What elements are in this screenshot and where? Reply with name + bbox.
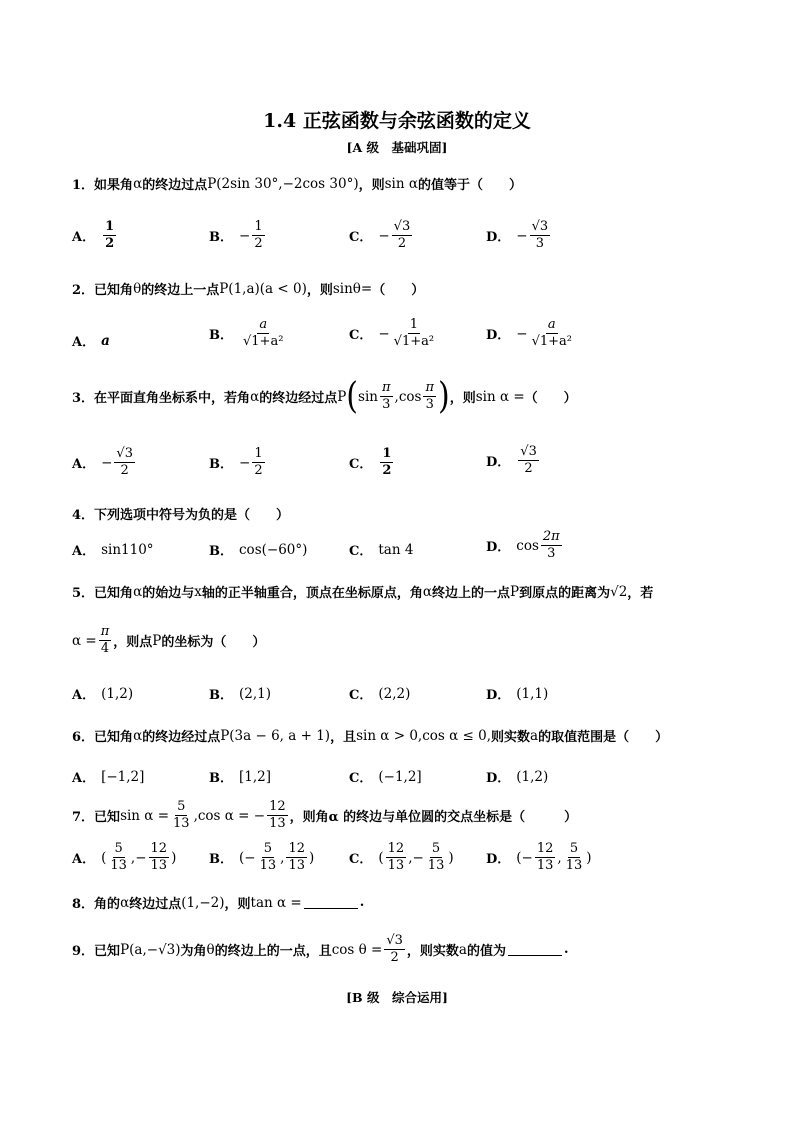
q2-option-d[interactable] <box>486 318 576 350</box>
q5-option-c[interactable] <box>349 684 410 703</box>
q3-option-d[interactable] <box>486 445 541 477</box>
question-4 <box>72 504 289 523</box>
q1-option-c[interactable] <box>349 220 414 252</box>
q7-option-a[interactable] <box>72 842 176 874</box>
q2-text: ，则 <box>306 283 333 298</box>
q1-option-a[interactable] <box>72 220 118 252</box>
option-label: D． <box>486 455 511 471</box>
q1-option-b[interactable] <box>209 220 267 252</box>
q9-text: 的终边上的一点，且 <box>214 944 332 960</box>
q4-number: 4． <box>72 508 95 523</box>
paren: ( <box>101 849 107 866</box>
q8-text: . <box>359 895 365 910</box>
paren: (− <box>239 849 256 866</box>
q4-option-a[interactable] <box>72 540 154 559</box>
option-label: B． <box>209 457 233 473</box>
paren: ( <box>378 849 384 866</box>
question-5 <box>72 582 653 601</box>
sin-fn: sin <box>358 388 378 405</box>
denominator: 13 <box>565 858 583 874</box>
fraction <box>258 842 279 874</box>
q1-number: 1． <box>72 178 95 193</box>
q8-number: 8． <box>72 897 95 912</box>
numerator: π <box>423 381 436 397</box>
q6-text: 已知角 <box>94 730 134 745</box>
option-label: A． <box>72 335 96 350</box>
q1-text: 的值等于（ ） <box>417 178 522 193</box>
q5-text: 的坐标为（ ） <box>161 635 266 651</box>
q5-text: 轴的正半轴重合，顶点在坐标原点，角 <box>201 586 423 601</box>
q2-option-a[interactable] <box>72 331 110 350</box>
x-symbol: x <box>194 583 202 600</box>
numerator: 1 <box>408 318 420 334</box>
question-1 <box>72 174 522 193</box>
q8-point-expr: (1,−2) <box>181 894 225 911</box>
q5-text: 到原点的距离为 <box>519 586 611 601</box>
q9-point-expr: P(a,−√3) <box>120 941 181 958</box>
numerator: 1 <box>103 220 116 236</box>
q5-option-d[interactable] <box>486 684 548 703</box>
numerator: 12 <box>149 842 170 858</box>
denominator: 13 <box>110 858 127 874</box>
option-label: C． <box>349 544 373 559</box>
q8-text: 终边过点 <box>129 897 182 912</box>
q5-number: 5． <box>72 586 95 601</box>
numerator: √3 <box>518 445 539 461</box>
q7-text: ，则角α 的终边与单位圆的交点坐标是（ ） <box>289 810 578 826</box>
q3-text: ，则 <box>449 391 476 407</box>
numerator: π <box>380 381 393 397</box>
q6-option-d[interactable] <box>486 767 548 786</box>
q3-option-b[interactable] <box>209 447 267 479</box>
question-7 <box>72 800 577 832</box>
fraction <box>530 220 551 252</box>
minus-sign: − <box>378 325 390 342</box>
option-label: C． <box>349 852 373 868</box>
option-label: B． <box>209 544 233 559</box>
q5-option-a[interactable] <box>72 684 133 703</box>
numerator: 12 <box>386 842 407 858</box>
sqrt2: √2 <box>610 583 628 600</box>
option-label: B． <box>209 328 233 344</box>
q1-sin-expr: sin α <box>384 175 418 192</box>
q4-option-b[interactable] <box>209 540 307 559</box>
paren: ) <box>171 849 177 866</box>
numerator: 5 <box>430 842 442 858</box>
denominator: 4 <box>100 641 110 657</box>
q3-number: 3． <box>72 391 95 407</box>
option-label: A． <box>72 771 96 786</box>
option-label: A． <box>72 852 96 868</box>
question-3 <box>72 375 577 418</box>
q7-option-c[interactable] <box>349 842 454 874</box>
q2-option-b[interactable] <box>209 318 287 350</box>
q6-option-c[interactable] <box>349 767 422 786</box>
q1-option-d[interactable] <box>486 220 552 252</box>
denominator: 3 <box>535 236 545 252</box>
denominator: 2 <box>254 463 263 479</box>
comma: , <box>557 849 562 866</box>
numerator: 12 <box>286 842 307 858</box>
q9-text: 为角 <box>180 944 207 960</box>
q1-text: 的终边过点 <box>142 178 208 193</box>
fraction <box>530 318 574 350</box>
q3-text: 的终边经过点 <box>259 391 338 407</box>
numerator: a <box>257 318 269 334</box>
numerator: 12 <box>535 842 556 858</box>
answer-blank[interactable] <box>508 943 562 956</box>
q5-text: ，则点 <box>113 635 153 651</box>
numerator: 1 <box>252 447 264 463</box>
option-label: A． <box>72 230 96 246</box>
denominator: 2 <box>120 463 129 479</box>
option-label: A． <box>72 688 96 703</box>
cos-fn: cos <box>398 388 422 405</box>
option-value: (−1,2] <box>378 768 422 785</box>
left-paren: ( <box>346 375 359 418</box>
denominator: 13 <box>269 816 286 832</box>
theta-symbol: θ <box>133 280 142 297</box>
q1-text: 如果角 <box>94 178 134 193</box>
q2-text: 的终边上一点 <box>141 283 220 298</box>
denominator: 3 <box>382 397 391 413</box>
option-value: (1,2) <box>516 768 549 785</box>
denominator: 13 <box>387 858 405 874</box>
q9-text: 已知 <box>94 944 121 960</box>
q2-sin-expr: sinθ= <box>332 280 373 297</box>
option-label: D． <box>486 852 511 868</box>
option-value: [1,2] <box>239 768 272 785</box>
minus-sign: − <box>239 454 251 471</box>
denominator: 2 <box>254 236 263 252</box>
q6-number: 6． <box>72 730 95 745</box>
q7-number: 7． <box>72 810 95 826</box>
q6-text: 的终边经过点 <box>142 730 221 745</box>
alpha-symbol: α <box>133 727 143 744</box>
option-label: B． <box>209 771 233 786</box>
q6-option-b[interactable] <box>209 767 271 786</box>
minus-sign: − <box>239 227 251 244</box>
q2-option-c[interactable] <box>349 318 438 350</box>
numerator: 5 <box>568 842 580 858</box>
comma: , <box>280 849 285 866</box>
denominator: 13 <box>150 858 168 874</box>
q4-text: 下列选项中符号为负的是（ ） <box>94 508 290 523</box>
paren: ) <box>308 849 315 866</box>
denominator: 3 <box>547 546 556 562</box>
option-value: (2,2) <box>378 685 411 702</box>
fraction <box>149 842 170 874</box>
sin-expr: sin α = <box>120 807 170 824</box>
denominator: √1+a² <box>243 334 284 350</box>
fraction <box>103 220 116 252</box>
fraction <box>380 447 393 479</box>
cos-fn: cos <box>516 537 539 554</box>
answer-blank[interactable] <box>304 896 358 909</box>
right-paren: ) <box>437 375 450 418</box>
fraction <box>380 381 393 413</box>
q1-point-expr: P(2sin 30°,−2cos 30°) <box>207 175 359 192</box>
denominator: 3 <box>425 397 434 413</box>
paren: ) <box>448 849 454 866</box>
question-6 <box>72 726 668 745</box>
option-label: C． <box>349 457 373 473</box>
option-value: [−1,2] <box>101 768 145 785</box>
option-value: (1,1) <box>516 685 549 702</box>
denominator: 2 <box>390 950 399 966</box>
comma: , <box>394 388 399 405</box>
fraction <box>252 220 264 252</box>
denominator: √1+a² <box>393 334 435 350</box>
denominator: 13 <box>427 858 445 874</box>
denominator: 13 <box>536 858 554 874</box>
q5-text: 已知角 <box>94 586 134 601</box>
q2-point-expr: P(1,a)(a < 0) <box>219 280 307 297</box>
option-label: C． <box>349 688 373 703</box>
q8-tan-expr: tan α = <box>250 894 302 911</box>
numerator: √3 <box>114 447 135 463</box>
q1-text: ，则 <box>358 178 385 193</box>
q7-text: 已知 <box>94 810 121 826</box>
numerator: π <box>99 625 112 641</box>
question-5-line2 <box>72 625 265 657</box>
numerator: 12 <box>267 800 288 816</box>
paren: (− <box>516 849 533 866</box>
q2-number: 2． <box>72 283 95 298</box>
denominator: 13 <box>288 858 305 874</box>
fraction <box>108 842 129 874</box>
alpha-symbol: α <box>250 388 260 405</box>
fraction <box>392 318 436 350</box>
numerator: √3 <box>530 220 551 236</box>
question-2 <box>72 279 424 298</box>
option-label: B． <box>209 230 233 246</box>
q8-text: ，则 <box>224 897 251 912</box>
fraction <box>426 842 447 874</box>
option-value: cos(−60°) <box>239 541 308 558</box>
fraction <box>535 842 556 874</box>
fraction <box>241 318 285 350</box>
q9-number: 9． <box>72 944 95 960</box>
denominator: 2 <box>105 236 115 252</box>
q7-option-d[interactable] <box>486 842 592 874</box>
q6-point-expr: P(3a − 6, a + 1) <box>220 727 331 744</box>
q3-text: （ ） <box>524 391 577 407</box>
alpha-symbol: α <box>133 175 143 192</box>
comma: ,− <box>408 849 424 866</box>
cos-expr: ,cos α = − <box>193 807 266 824</box>
fraction <box>423 381 436 413</box>
q9-text: . <box>564 942 569 958</box>
numerator: a <box>546 318 558 334</box>
option-label: B． <box>209 852 233 868</box>
q2-text: （ ） <box>372 283 425 298</box>
fraction <box>386 842 407 874</box>
point-p: P <box>509 583 520 600</box>
minus-sign: − <box>101 454 113 471</box>
fraction <box>541 530 562 562</box>
fraction <box>171 800 192 832</box>
option-value: (2,1) <box>239 685 272 702</box>
fraction <box>114 447 135 479</box>
option-label: C． <box>349 771 373 786</box>
q4-option-d[interactable] <box>486 530 564 562</box>
option-label: D． <box>486 328 511 344</box>
q6-text: 则实数 <box>491 730 531 745</box>
numerator: 5 <box>113 842 125 858</box>
question-9 <box>72 934 569 966</box>
fraction <box>384 934 405 966</box>
q4-option-c[interactable] <box>349 540 413 559</box>
option-value: tan 4 <box>378 541 414 558</box>
question-8 <box>72 893 364 912</box>
q3-text: 在平面直角坐标系中，若角 <box>94 391 251 407</box>
fraction <box>286 842 307 874</box>
option-label: D． <box>486 540 511 556</box>
q6-option-a[interactable] <box>72 767 144 786</box>
section-a-heading: [A 级 基础巩固] <box>346 140 448 155</box>
fraction <box>252 447 264 479</box>
q7-option-b[interactable] <box>209 842 314 874</box>
option-value: sin110° <box>101 541 154 558</box>
denominator: 2 <box>397 236 407 252</box>
numerator: √3 <box>392 220 413 236</box>
alpha-symbol: α <box>133 583 143 600</box>
q2-text: 已知角 <box>94 283 134 298</box>
option-label: B． <box>209 688 233 703</box>
numerator: 5 <box>262 842 274 858</box>
minus-sign: − <box>516 227 528 244</box>
q5-text: 终边上的一点 <box>431 586 510 601</box>
denominator: 13 <box>259 858 277 874</box>
section-b-heading: [B 级 综合运用] <box>346 990 448 1005</box>
option-label: D． <box>486 771 511 786</box>
fraction <box>99 625 112 657</box>
q5-text: 的始边与 <box>142 586 195 601</box>
q9-text: ，则实数 <box>406 944 459 960</box>
cos-expr: cos θ = <box>331 941 383 958</box>
q3-sin-expr: sin α = <box>475 388 525 405</box>
option-value: a <box>101 332 110 349</box>
q6-condition: sin α > 0,cos α ≤ 0, <box>356 727 491 744</box>
fraction <box>392 220 413 252</box>
q8-text: 角的 <box>94 897 121 912</box>
option-label: A． <box>72 544 96 559</box>
q3-option-a[interactable] <box>72 447 137 479</box>
minus-sign: − <box>378 227 390 244</box>
q5-text: ，若 <box>627 586 654 601</box>
numerator: 2π <box>541 530 562 546</box>
denominator: 2 <box>382 463 392 479</box>
numerator: 1 <box>252 220 264 236</box>
minus-sign: − <box>516 325 528 342</box>
numerator: 5 <box>175 800 187 816</box>
q6-text: 的取值范围是（ ） <box>538 730 669 745</box>
q3-option-c[interactable] <box>349 447 395 479</box>
point-p: P <box>152 632 162 649</box>
fraction <box>518 445 539 477</box>
option-label: C． <box>349 328 373 344</box>
point-p: P <box>337 388 347 405</box>
a-symbol: a <box>458 941 467 958</box>
alpha-symbol: α <box>422 583 432 600</box>
option-value: (1,2) <box>101 685 134 702</box>
denominator: 13 <box>173 816 190 832</box>
q5-option-b[interactable] <box>209 684 271 703</box>
option-label: D． <box>486 230 511 246</box>
numerator: 1 <box>380 447 393 463</box>
denominator: 2 <box>524 461 533 477</box>
theta-symbol: θ <box>206 941 215 958</box>
numerator: √3 <box>384 934 405 950</box>
fraction <box>267 800 288 832</box>
option-label: A． <box>72 457 96 473</box>
page-title: 1.4 正弦函数与余弦函数的定义 <box>263 110 531 132</box>
denominator: √1+a² <box>531 334 573 350</box>
option-label: C． <box>349 230 373 246</box>
alpha-eq: α = <box>72 632 97 649</box>
option-label: D． <box>486 688 511 703</box>
q6-text: ，且 <box>330 730 357 745</box>
comma: ,− <box>130 849 147 866</box>
paren: ) <box>586 849 592 866</box>
a-symbol: a <box>530 727 539 744</box>
q9-text: 的值为 <box>466 944 506 960</box>
alpha-symbol: α <box>120 894 130 911</box>
fraction <box>564 842 585 874</box>
